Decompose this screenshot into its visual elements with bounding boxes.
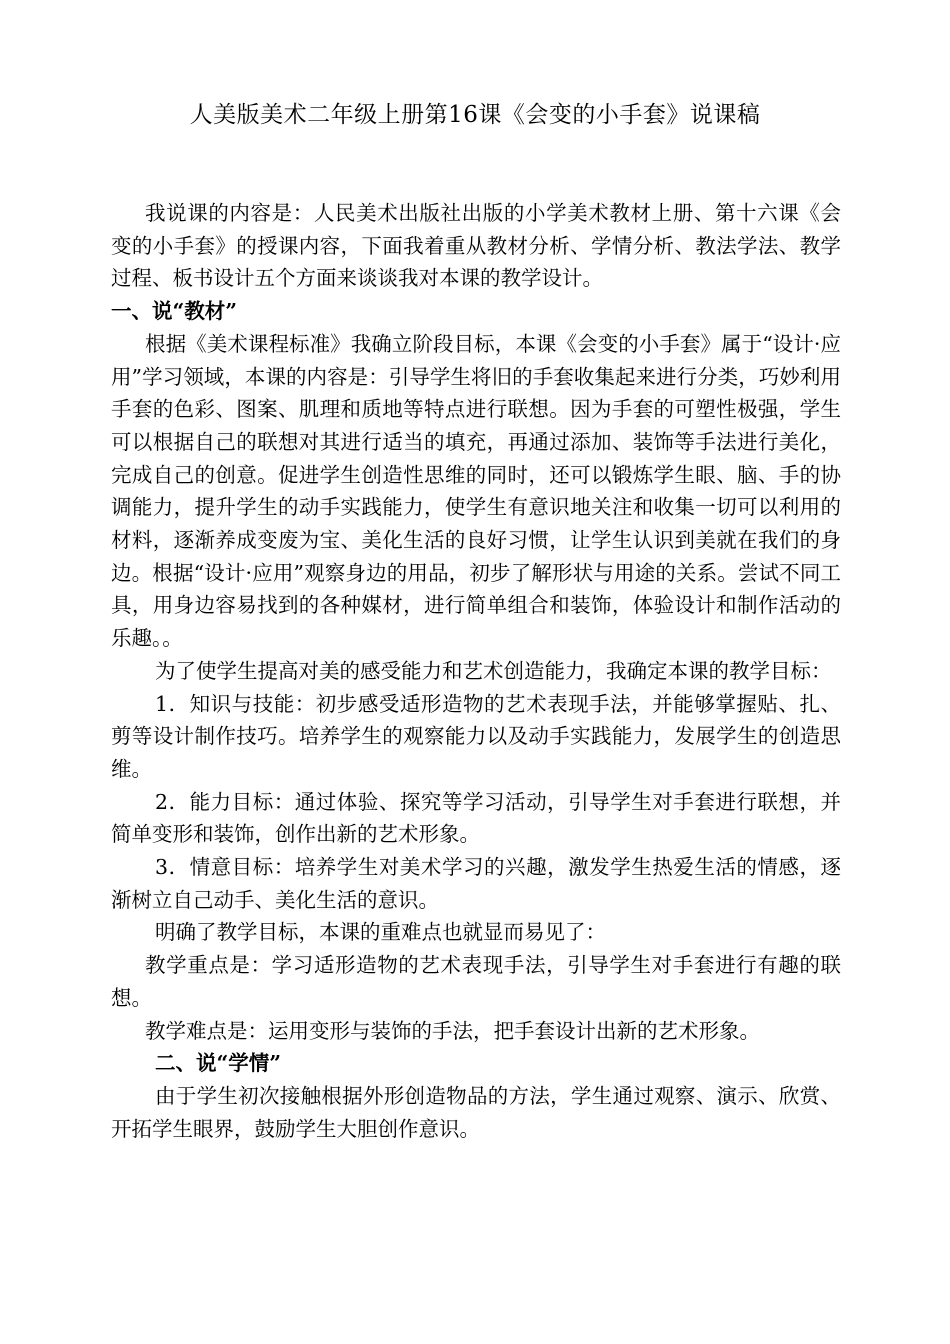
intro-paragraph: 我说课的内容是：人民美术出版社出版的小学美术教材上册、第十六课《会变的小手套》的授课内容，下面我着重从教材分析、学情分析、教法学法、教学过程、板书设计五个方面来谈谈我对本课的教学设计。: [111, 201, 841, 291]
textbook-paragraph: 根据《美术课程标准》我确立阶段目标，本课《会变的小手套》属于“设计·应用”学习领域，本课的内容是：引导学生将旧的手套收集起来进行分类，巧妙利用手套的色彩、图案、肌理和质地等特点进行联想。因为手套的可塑性极强，学生可以根据自己的联想对其进行适当的填充，再通过添加、装饰等手法进行美化，完成自己的创意。促进学生创造性思维的同时，还可以锻炼学生眼、脑、手的协调能力，提升学生的动手实践能力，使学生有意识地关注和收集一切可以利用的材料，逐渐养成变废为宝、美化生活的良好习惯，让学生认识到美就在我们的身边。根据“设计·应用”观察身边的用品，初步了解形状与用途的关系。尝试不同工具，用身边容易找到的各种媒材，进行简单组合和装饰，体验设计和制作活动的乐趣。。: [111, 331, 841, 651]
key-point-paragraph: 教学重点是：学习适形造物的艺术表现手法，引导学生对手套进行有趣的联想。: [111, 953, 841, 1010]
goal-emotion-paragraph: 3．情意目标：培养学生对美术学习的兴趣，激发学生热爱生活的情感，逐渐树立自己动手、美化生活的意识。: [111, 855, 841, 912]
key-intro-paragraph: 明确了教学目标，本课的重难点也就显而易见了：: [155, 920, 606, 945]
document-title: 人美版美术二年级上册第16课《会变的小手套》说课稿: [189, 102, 761, 128]
section-heading-students: 二、说“学情”: [155, 1051, 282, 1076]
document-body: [111, 197, 841, 1145]
goal-ability-paragraph: 2．能力目标：通过体验、探究等学习活动，引导学生对手套进行联想，并简单变形和装饰，创作出新的艺术形象。: [111, 789, 841, 847]
goals-intro-paragraph: 为了使学生提高对美的感受能力和艺术创造能力，我确定本课的教学目标：: [155, 658, 832, 683]
difficulty-paragraph: 教学难点是：运用变形与装饰的手法，把手套设计出新的艺术形象。: [145, 1018, 760, 1043]
goal-knowledge-paragraph: 1．知识与技能：初步感受适形造物的艺术表现手法，并能够掌握贴、扎、剪等设计制作技巧。培养学生的观察能力以及动手实践能力，发展学生的创造思维。: [111, 691, 841, 781]
students-paragraph: 由于学生初次接触根据外形创造物品的方法，学生通过观察、演示、欣赏、开拓学生眼界，鼓励学生大胆创作意识。: [111, 1083, 841, 1141]
section-heading-textbook: 一、说“教材”: [111, 299, 238, 324]
